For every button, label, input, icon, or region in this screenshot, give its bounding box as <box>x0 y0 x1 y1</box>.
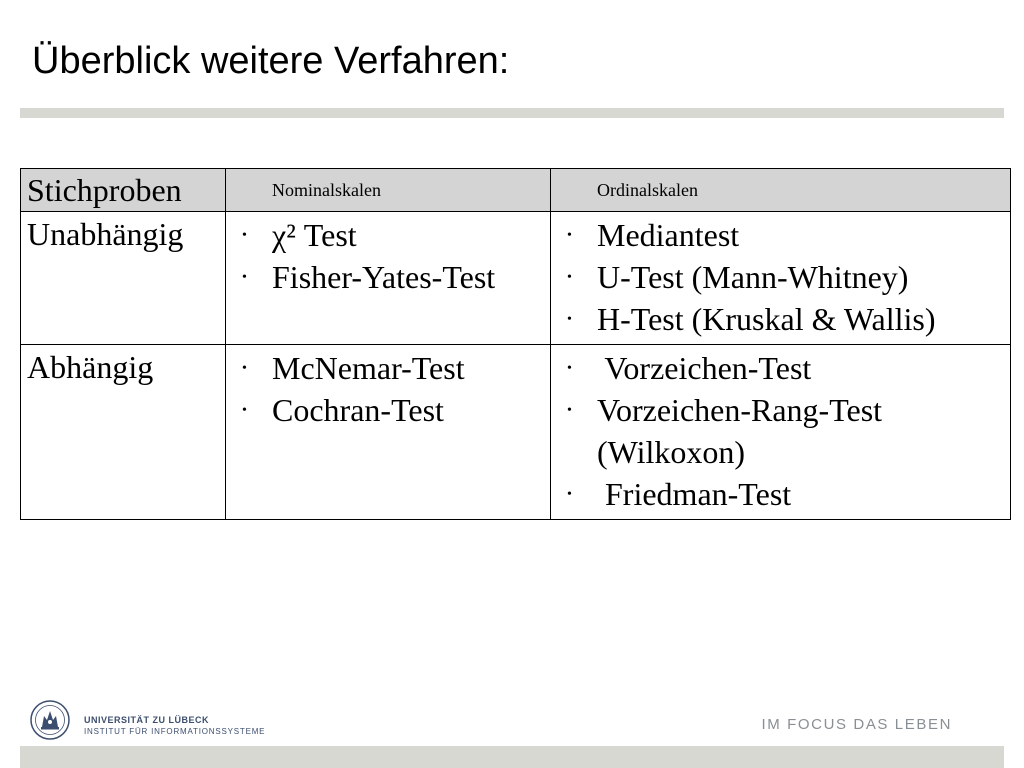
list-item: • Mediantest <box>551 214 1010 256</box>
list-item: • Vorzeichen-Rang-Test (Wilkoxon) <box>551 389 957 473</box>
footer-bar <box>20 746 1004 768</box>
list-item: • Vorzeichen-Test <box>551 347 1010 389</box>
header-nominal-scales: Nominalskalen <box>226 169 551 212</box>
table-row <box>21 212 1011 345</box>
cell-independent-nominal <box>226 212 551 345</box>
test-list <box>226 347 550 431</box>
test-list <box>551 347 1010 515</box>
list-item: • McNemar-Test <box>226 347 550 389</box>
university-name: UNIVERSITÄT ZU LÜBECK <box>84 715 209 725</box>
header-ordinal-scales: Ordinalskalen <box>551 169 1011 212</box>
row-label-dependent: Abhängig <box>21 345 226 520</box>
header-samples: Stichproben <box>21 169 226 212</box>
row-label-independent: Unabhängig <box>21 212 226 345</box>
procedures-table <box>20 168 1011 520</box>
institute-name: INSTITUT FÜR INFORMATIONSSYSTEME <box>84 727 266 736</box>
university-seal-icon <box>30 700 70 740</box>
test-list <box>551 214 1010 340</box>
list-item: • U-Test (Mann-Whitney) <box>551 256 1010 298</box>
test-list <box>226 214 550 298</box>
cell-dependent-nominal <box>226 345 551 520</box>
slide-title: Überblick weitere Verfahren: <box>32 40 510 82</box>
list-item: • Friedman-Test <box>551 473 1010 515</box>
list-item: • χ² Test <box>226 214 550 256</box>
list-item: • H-Test (Kruskal & Wallis) <box>551 298 1010 340</box>
cell-independent-ordinal <box>551 212 1011 345</box>
list-item: • Fisher-Yates-Test <box>226 256 550 298</box>
title-divider-bar <box>20 108 1004 118</box>
table-header-row <box>21 169 1011 212</box>
cell-dependent-ordinal <box>551 345 1011 520</box>
list-item: • Cochran-Test <box>226 389 550 431</box>
table-row <box>21 345 1011 520</box>
footer-motto: IM FOCUS DAS LEBEN <box>761 716 952 733</box>
